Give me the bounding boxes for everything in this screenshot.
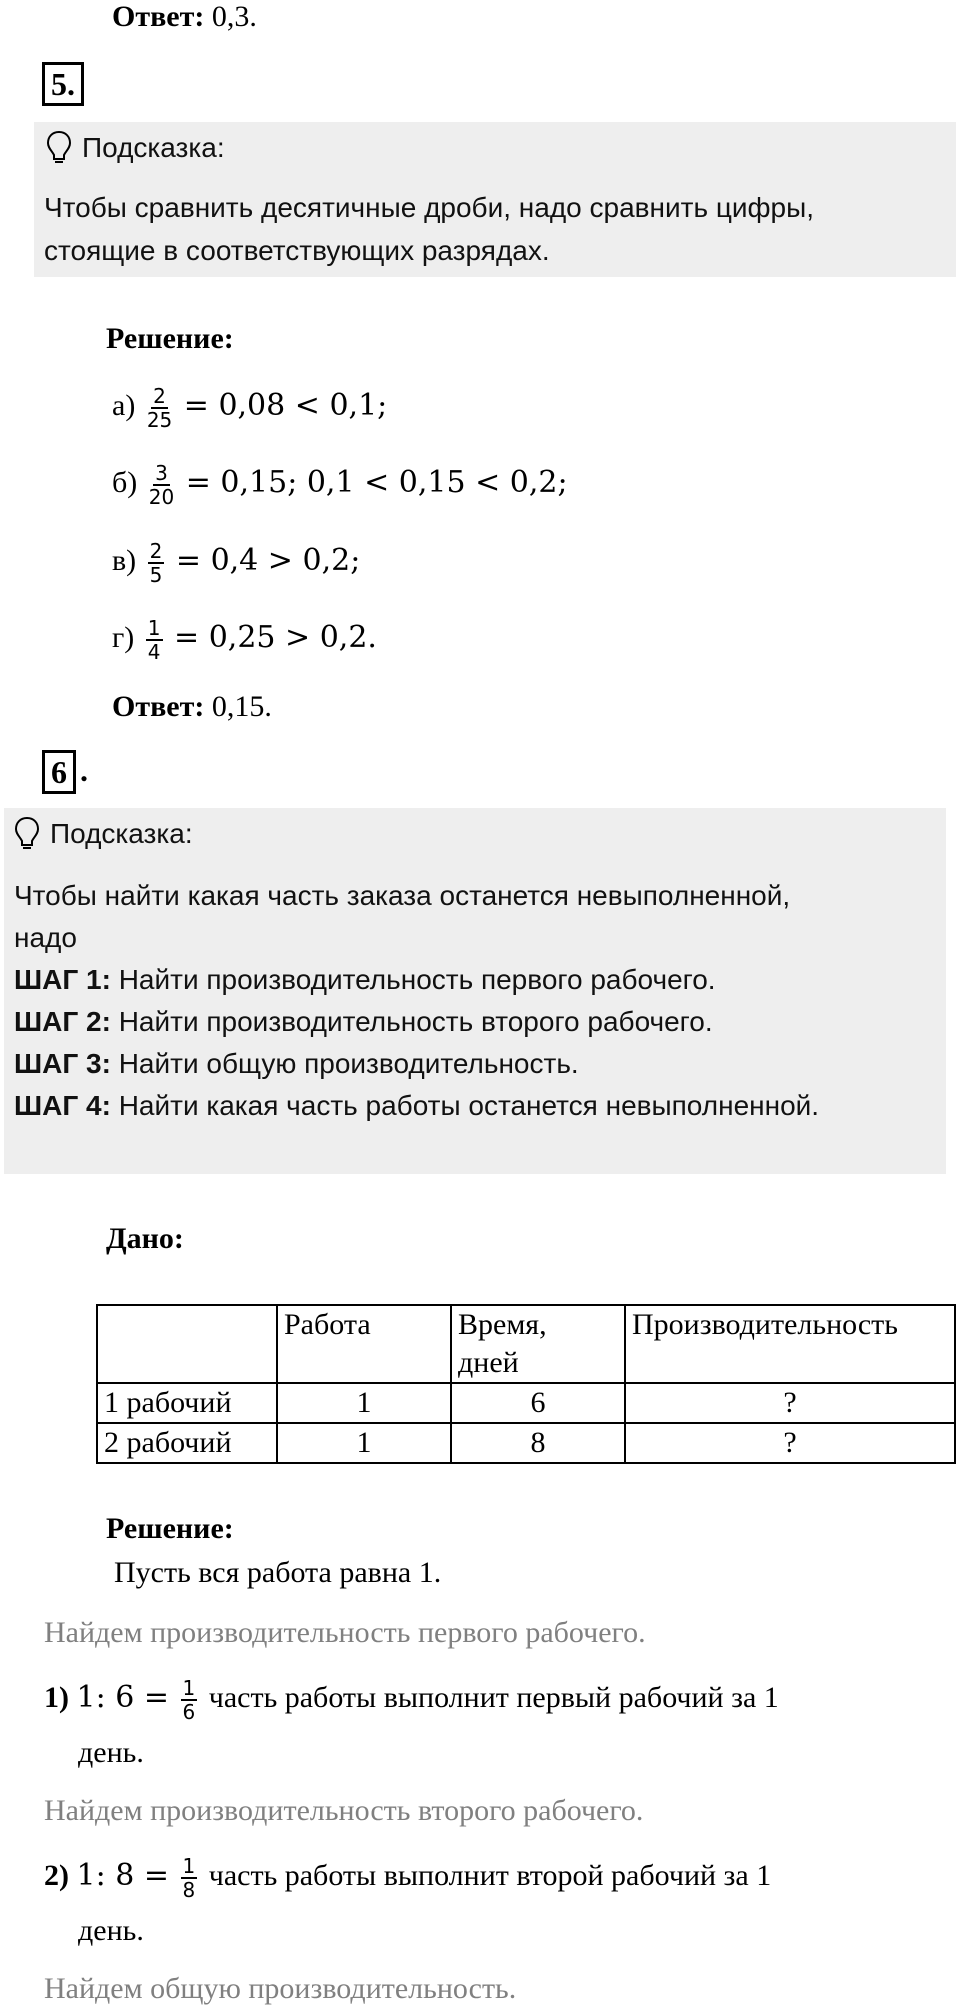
item-expression: = 0,08 < 0,1;	[183, 387, 388, 423]
let-text: Пусть вся работа равна 1.	[114, 1556, 442, 1589]
fraction-numerator: 1	[182, 1676, 196, 1700]
step3-note: Найдем общую производительность.	[44, 1972, 517, 2005]
hint-intro-2: надо	[14, 922, 77, 953]
table-header-productivity: Производительность	[625, 1305, 955, 1383]
solution-item-v	[112, 540, 360, 586]
table-cell-work: 1	[277, 1423, 451, 1463]
step2-line	[44, 1855, 771, 1901]
solution-label-text: Решение:	[106, 322, 234, 355]
item-prefix: в)	[112, 543, 137, 577]
fraction-denominator: 5	[149, 563, 163, 587]
solution-label	[106, 322, 234, 356]
table-cell-time: 8	[451, 1423, 625, 1463]
solution-item-a	[112, 385, 387, 431]
step1-note: Найдем производительность первого рабочего.	[44, 1616, 646, 1649]
task-number-6: 6	[42, 750, 76, 794]
solution-item-b	[112, 462, 568, 508]
answer-label: Ответ:	[112, 0, 205, 33]
given-label	[106, 1222, 184, 1256]
item-prefix: г)	[112, 620, 135, 654]
hint-line-2: стоящие в соответствующих разрядах.	[44, 235, 550, 266]
step-text: Найти производительность первого рабочего.	[118, 964, 716, 995]
task-number-dot: .	[80, 752, 88, 788]
answer-label: Ответ:	[112, 690, 205, 723]
fraction-numerator: 2	[153, 384, 166, 408]
hint-title	[46, 130, 225, 166]
fraction	[147, 385, 172, 431]
fraction	[149, 462, 174, 508]
step-label: ШАГ 3:	[14, 1048, 111, 1079]
solution-label-text: Решение:	[106, 1512, 234, 1545]
fraction-numerator: 2	[149, 539, 163, 563]
step-text: Найти производительность второго рабочего.	[118, 1006, 713, 1037]
task-number-5: 5.	[42, 62, 84, 106]
table-header-row	[97, 1305, 955, 1383]
hint-step-1	[14, 964, 716, 996]
fraction-numerator: 1	[182, 1854, 196, 1878]
hint-title-text: Подсказка:	[82, 132, 225, 163]
fraction	[148, 540, 165, 586]
step1-line	[44, 1677, 779, 1723]
given-table	[96, 1304, 956, 1464]
table-cell-productivity: ?	[625, 1383, 955, 1423]
hint-step-4	[14, 1090, 819, 1122]
fraction	[146, 617, 163, 663]
fraction-numerator: 1	[147, 616, 161, 640]
given-label-text: Дано:	[106, 1222, 184, 1255]
fraction-denominator: 4	[147, 640, 161, 664]
hint-line-1: Чтобы сравнить десятичные дроби, надо сравнить цифры,	[44, 192, 815, 223]
fraction-denominator: 8	[182, 1878, 196, 1902]
table-header-time	[451, 1305, 625, 1383]
table-header-empty	[97, 1305, 277, 1383]
table-row	[97, 1423, 955, 1463]
table-row	[97, 1383, 955, 1423]
table-cell-productivity: ?	[625, 1423, 955, 1463]
step-label: ШАГ 1:	[14, 964, 111, 995]
hint-title	[14, 816, 193, 852]
table-header-time-line1: Время,	[458, 1308, 547, 1341]
item-expression: = 0,4 > 0,2;	[175, 542, 361, 578]
table-cell-name: 2 рабочий	[97, 1423, 277, 1463]
fraction-denominator: 20	[148, 485, 175, 509]
step-text: часть работы выполнит второй рабочий за 1	[208, 1858, 772, 1892]
table-cell-name: 1 рабочий	[97, 1383, 277, 1423]
fraction	[181, 1677, 198, 1723]
item-prefix: а)	[112, 388, 136, 422]
table-header-work: Работа	[277, 1305, 451, 1383]
step-number: 1)	[44, 1680, 69, 1714]
fraction-denominator: 25	[146, 408, 173, 432]
answer-value: 0,15.	[211, 690, 272, 723]
task5-answer	[112, 690, 272, 724]
solution-label	[106, 1512, 234, 1546]
lightbulb-icon	[46, 130, 72, 166]
solution-item-g	[112, 617, 377, 663]
hint-intro-1: Чтобы найти какая часть заказа останется невыполненной,	[14, 880, 791, 911]
item-expression: = 0,25 > 0,2.	[174, 619, 377, 655]
step1-cont: день.	[78, 1736, 144, 1769]
table-cell-work: 1	[277, 1383, 451, 1423]
step-label: ШАГ 4:	[14, 1090, 111, 1121]
answer-value: 0,3.	[211, 0, 257, 33]
step-expression: 1: 6 =	[76, 1679, 169, 1715]
step-number: 2)	[44, 1858, 69, 1892]
step-text: Найти общую производительность.	[118, 1048, 579, 1079]
step2-cont: день.	[78, 1914, 144, 1947]
hint-step-3	[14, 1048, 579, 1080]
lightbulb-icon	[14, 816, 40, 852]
table-header-time-line2: дней	[458, 1346, 519, 1379]
step-text: Найти какая часть работы останется невыполненной.	[118, 1090, 820, 1121]
fraction-denominator: 6	[182, 1700, 196, 1724]
hint-title-text: Подсказка:	[50, 818, 193, 849]
hint-box-task5	[34, 122, 956, 277]
fraction-numerator: 3	[155, 461, 168, 485]
item-prefix: б)	[112, 465, 138, 499]
table-cell-time: 6	[451, 1383, 625, 1423]
previous-answer	[112, 0, 257, 34]
hint-box-task6	[4, 808, 946, 1174]
hint-step-2	[14, 1006, 713, 1038]
step-label: ШАГ 2:	[14, 1006, 111, 1037]
step-text: часть работы выполнит первый рабочий за 1	[208, 1680, 779, 1714]
step2-note: Найдем производительность второго рабочего.	[44, 1794, 644, 1827]
step-expression: 1: 8 =	[76, 1857, 169, 1893]
item-expression: = 0,15; 0,1 < 0,15 < 0,2;	[185, 464, 568, 500]
fraction	[181, 1855, 198, 1901]
